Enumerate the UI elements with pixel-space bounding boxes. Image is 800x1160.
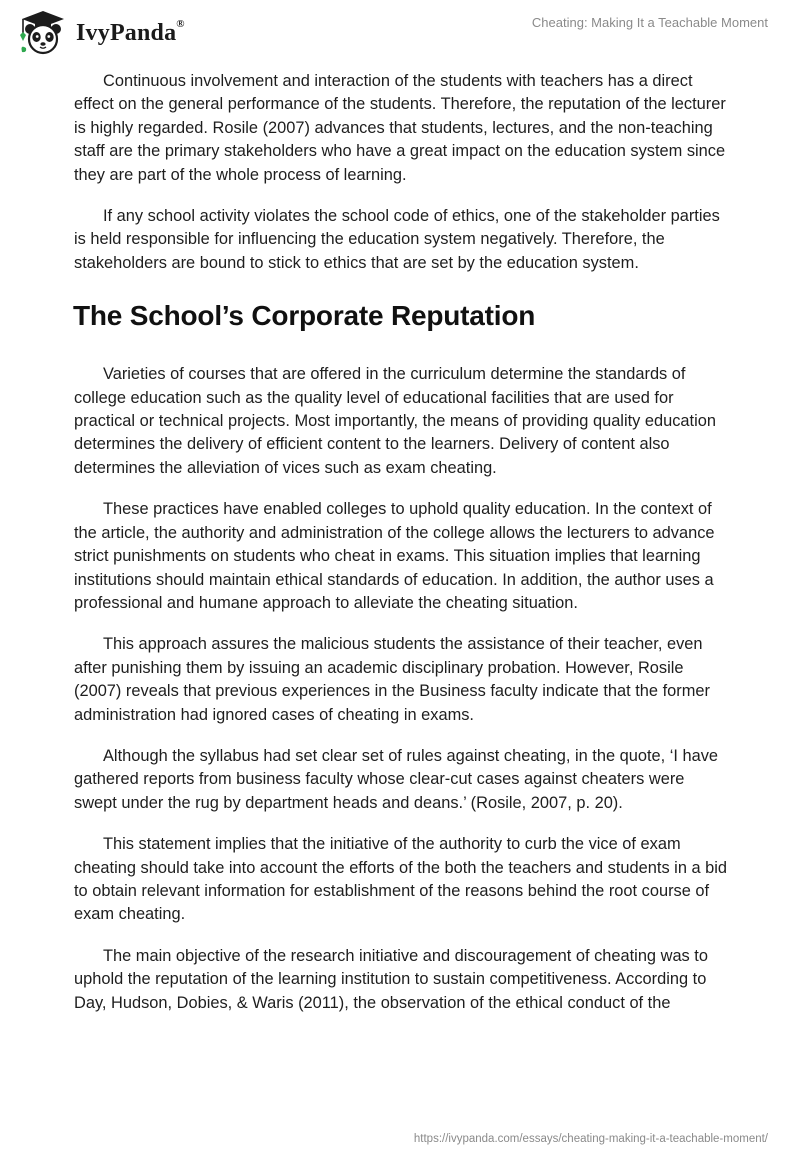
registered-mark: ® [176, 17, 185, 30]
body-paragraph: Although the syllabus had set clear set of rules against cheating, in the quote, ‘I have gathered reports from business faculty whose clear-cut cases against cheaters were swept under the rug by department heads and deans.’ (Rosile, 2007, p. 20). [74, 746, 719, 812]
source-url[interactable]: https://ivypanda.com/essays/cheating-making-it-a-teachable-moment/ [413, 1133, 768, 1145]
body-paragraph: This approach assures the malicious students the assistance of their teacher, even after punishing them by issuing an academic disciplinary probation. However, Rosile (2007) reveals that previous experiences in the Business faculty indicate that the former administration had ignored cases of cheating in exams. [74, 635, 710, 724]
brand-logo[interactable] [14, 8, 185, 56]
body-paragraph: These practices have enabled colleges to uphold quality education. In the context of the article, the authority and administration of the college allows the lecturers to advance strict punishments on students who cheat in exams. This situation implies that learning institutions should maintain ethical standards of education. In addition, the author uses a professional and humane approach to alleviate the cheating situation. [74, 500, 715, 612]
page-header [0, 0, 800, 62]
body-paragraph: Varieties of courses that are offered in the curriculum determine the standards of college education such as the quality level of educational facilities that are used for practical or technical projects. Most importantly, the means of providing quality education determines the delivery of efficient content to the learners. Delivery of content also determines the alleviation of vices such as exam cheating. [74, 365, 716, 477]
section-heading: The School’s Corporate Reputation [73, 300, 536, 332]
body-paragraph: If any school activity violates the school code of ethics, one of the stakeholder parties is held responsible for influencing the education system negatively. Therefore, the stakeholders are bound to stick to ethics that are set by the education system. [74, 207, 720, 272]
body-paragraph: Continuous involvement and interaction of the students with teachers has a direct effect on the general performance of the students. Therefore, the reputation of the lecturer is highly regarded. Rosile (2007) advances that students, lectures, and the non-teaching staff are the primary stakeholders who have a great impact on the education system since they are part of the whole process of learning. [74, 72, 726, 184]
essay-body [74, 70, 728, 1033]
body-paragraph: This statement implies that the initiative of the authority to curb the vice of exam cheating should take into account the efforts of the both the teachers and students in a bid to obtain relevant information for establishment of the reasons behind the root course of exam cheating. [74, 835, 728, 924]
brand-name-text: IvyPanda [76, 19, 177, 46]
body-paragraph: The main objective of the research initiative and discouragement of cheating was to uphold the reputation of the learning institution to sustain competitiveness. According to Day, Hudson, Dobies, & Waris (2011), the observation of the ethical conduct of the [74, 946, 708, 1012]
panda-graduate-logo-icon [14, 8, 72, 56]
brand-name [76, 17, 185, 47]
document-title: Cheating: Making It a Teachable Moment [531, 15, 768, 30]
